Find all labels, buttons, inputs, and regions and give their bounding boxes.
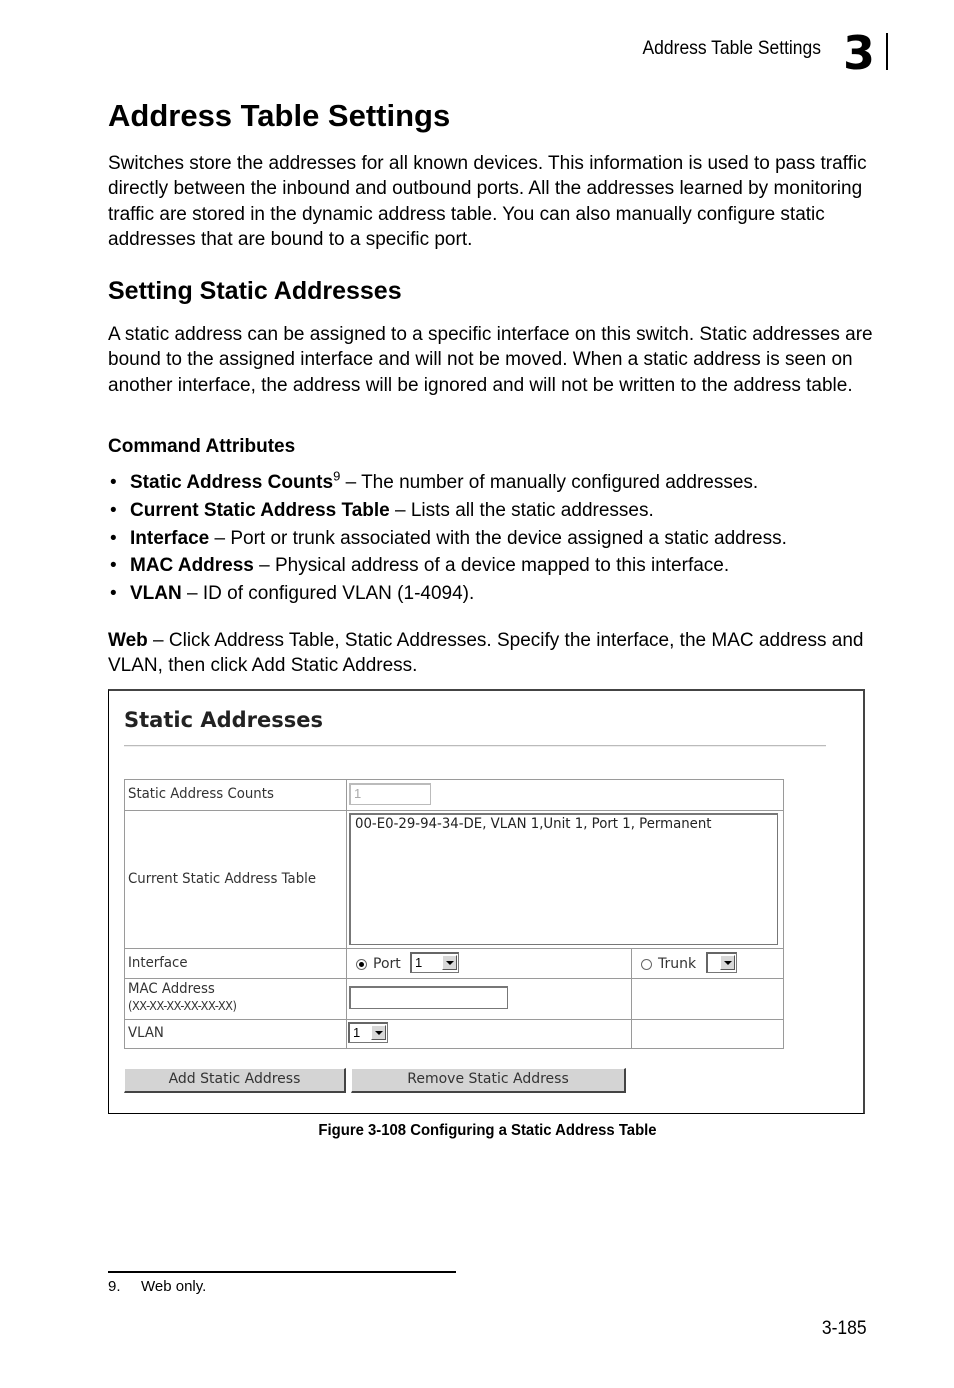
page-number: 3-185: [822, 1318, 867, 1339]
chevron-down-icon[interactable]: [720, 955, 735, 970]
label-mac-format: (XX-XX-XX-XX-XX-XX): [128, 999, 237, 1013]
port-select[interactable]: [410, 952, 459, 973]
label-static-address-counts: Static Address Counts: [128, 786, 274, 802]
web-term: Web: [108, 630, 148, 651]
counts-value: 1: [354, 786, 362, 801]
add-static-address-button[interactable]: Add Static Address: [124, 1068, 346, 1093]
chevron-down-icon[interactable]: [371, 1025, 386, 1040]
section-heading: Setting Static Addresses: [108, 277, 402, 305]
screenshot-title: Static Addresses: [124, 708, 323, 732]
web-desc: – Click Address Table, Static Addresses. Specify the interface, the MAC address and VLAN, then click Add Static Address.: [108, 630, 864, 677]
chapter-number: 3: [843, 26, 875, 80]
static-address-counts-field: [349, 783, 431, 805]
attribute-term: VLAN: [130, 583, 182, 605]
vlan-select-value: 1: [353, 1025, 361, 1040]
attribute-desc: – The number of manually configured addresses.: [340, 472, 759, 493]
attributes-list: [108, 469, 908, 608]
port-radio-label: Port: [373, 956, 401, 972]
attribute-term: Static Address Counts: [130, 472, 334, 493]
label-interface: Interface: [128, 955, 188, 971]
footnote-number: 9.: [108, 1278, 121, 1295]
label-mac-address: MAC Address: [128, 981, 215, 997]
list-item: [108, 580, 908, 608]
static-address-listbox[interactable]: [349, 813, 778, 945]
value-cell: [346, 1019, 632, 1049]
chapter-rule: [886, 33, 888, 70]
web-instructions: [108, 628, 878, 679]
attribute-term: MAC Address: [130, 555, 254, 577]
running-header-title: Address Table Settings: [642, 38, 821, 59]
attributes-heading: Command Attributes: [108, 436, 296, 457]
intro-paragraph: Switches store the addresses for all known devices. This information is used to pass traffic directly between the inbound and outbound ports. All the addresses learned by monitoring traffic are stored in the dynamic address table. You can also manually configure static addresses that are bound to a specific port.: [108, 153, 867, 250]
mac-address-input[interactable]: [349, 986, 508, 1009]
static-address-entry[interactable]: 00-E0-29-94-34-DE, VLAN 1,Unit 1, Port 1, Permanent: [355, 816, 712, 832]
list-item: [108, 469, 908, 497]
port-radio[interactable]: [356, 959, 367, 970]
list-item: [108, 497, 908, 525]
value-cell: [631, 978, 784, 1020]
page-title: Address Table Settings: [108, 98, 451, 133]
attribute-term: Interface: [130, 527, 210, 549]
attribute-desc: – Lists all the static addresses.: [389, 499, 654, 521]
footnote-rule: [108, 1271, 456, 1273]
port-select-value: 1: [415, 955, 423, 970]
attribute-desc: – ID of configured VLAN (1-4094).: [181, 583, 475, 605]
section-paragraph: A static address can be assigned to a specific interface on this switch. Static addresses are bound to the assigned interface and will not be moved. When a static address is seen on another interface, the address will be ignored and will not be written to the address table.: [108, 324, 873, 396]
footnote-ref[interactable]: 9: [333, 468, 341, 484]
attribute-desc: – Port or trunk associated with the device assigned a static address.: [209, 527, 787, 549]
value-cell: [631, 1019, 784, 1049]
trunk-select[interactable]: [706, 952, 737, 973]
screenshot-divider: [124, 745, 826, 747]
label-current-static-address-table: Current Static Address Table: [128, 871, 317, 887]
remove-static-address-button[interactable]: Remove Static Address: [351, 1068, 626, 1093]
vlan-select[interactable]: [348, 1022, 388, 1043]
chevron-down-icon[interactable]: [442, 955, 457, 970]
figure-caption: Figure 3-108 Configuring a Static Address Table: [318, 1122, 657, 1139]
attribute-term: Current Static Address Table: [130, 499, 390, 521]
list-item: [108, 552, 908, 580]
label-vlan: VLAN: [128, 1025, 164, 1041]
list-item: [108, 525, 908, 553]
trunk-radio[interactable]: [641, 959, 652, 970]
trunk-radio-label: Trunk: [658, 956, 697, 972]
footnote-text: Web only.: [141, 1278, 207, 1295]
attribute-desc: – Physical address of a device mapped to this interface.: [253, 555, 730, 577]
